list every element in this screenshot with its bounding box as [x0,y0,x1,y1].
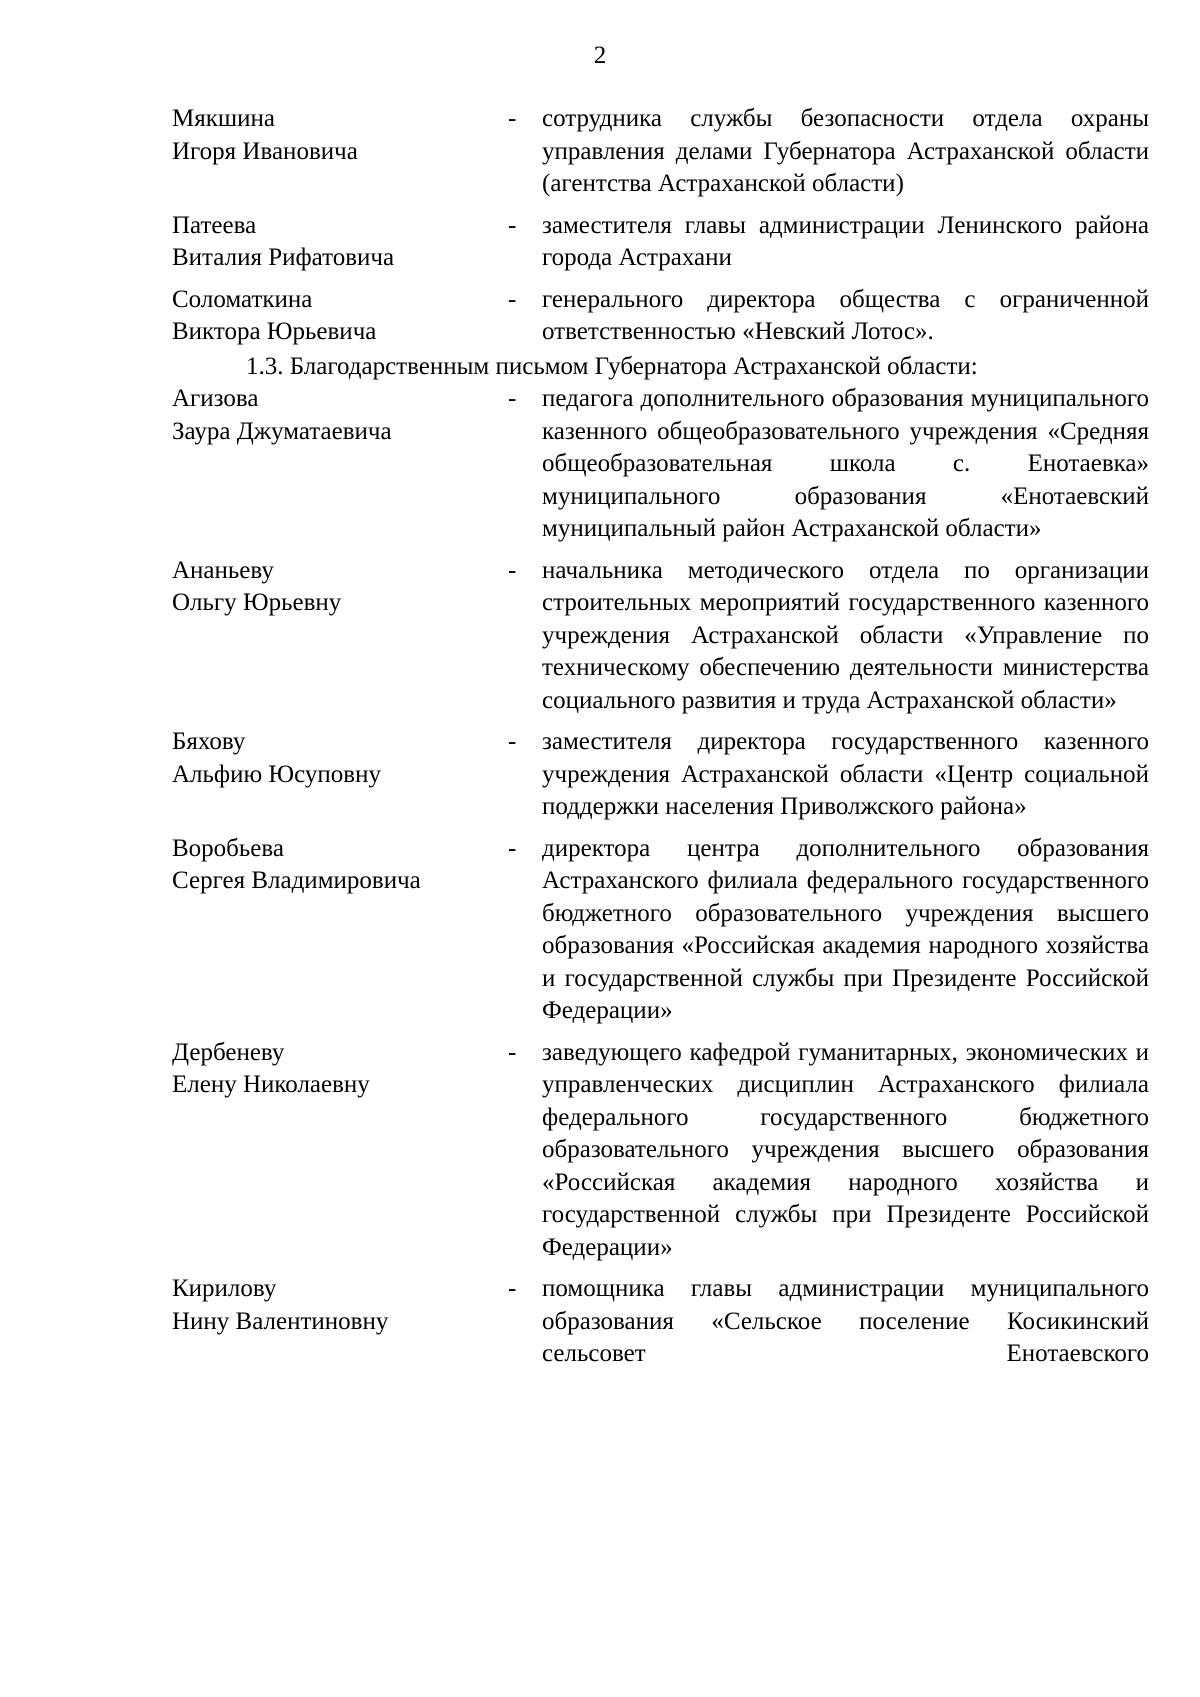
person-name [172,726,508,824]
award-entry [172,1273,1149,1371]
person-name [172,1273,508,1371]
surname: Мякшина [172,105,275,132]
given-names: Игоря Ивановича [172,137,358,165]
dash: - [508,1275,517,1302]
position-description: начальника методического отдела по организации строительных мероприятий государственного казенного учреждения Астраханской области «Управление по техническому обеспечению деятельности министерства социального развития и труда Астраханской области» [542,556,1149,714]
given-names: Нину Валентиновну [172,1307,389,1335]
award-entry [172,210,1149,275]
award-entry [172,103,1149,201]
dash: - [508,211,517,239]
given-names: Елену Николаевну [172,1071,370,1098]
position-description: директора центра дополнительного образования Астраханского филиала федерального государственного бюджетного образовательного учреждения высшего образования «Российская академия народного хозяйства и государственной службы при Президенте Российской Федерации» [542,834,1149,1024]
given-names: Ольгу Юрьевну [172,589,342,616]
surname: Кирилову [172,1275,277,1302]
award-entry [172,1037,1149,1265]
surname: Ананьеву [172,556,274,584]
given-names: Сергея Владимировича [172,867,421,894]
person-name [172,383,508,546]
person-name [172,1037,508,1265]
given-names: Виталия Рифатовича [172,244,395,271]
surname: Соломаткина [172,285,313,313]
document-body [172,103,1149,1380]
position-description: генерального директора общества с ограниченной ответственностью «Невский Лотос». [542,285,1149,345]
position-description: заведующего кафедрой гуманитарных, экономических и управленческих дисциплин Астраханского филиала федерального государственного бюджетного образовательного учреждения высшего образования «Российская академия народного хозяйства и государственной службы при Президенте Российской Федерации» [542,1038,1149,1261]
position-description: сотрудника службы безопасности отдела охраны управления делами Губернатора Астраханской области (агентства Астраханской области) [542,105,1149,197]
award-entry [172,383,1149,546]
dash: - [508,285,517,313]
dash: - [508,1038,517,1066]
dash: - [508,556,517,584]
award-entry [172,284,1149,349]
person-name [172,555,508,718]
award-entry [172,726,1149,824]
award-entry [172,833,1149,1028]
surname: Патеева [172,211,257,239]
award-entry [172,555,1149,718]
position-description: заместителя главы администрации Ленинского района города Астрахани [542,211,1149,271]
surname: Воробьева [172,834,284,862]
position-description: заместителя директора государственного казенного учреждения Астраханской области «Центр социальной поддержки населения Приволжского района» [542,728,1149,820]
given-names: Заура Джуматаевича [172,417,392,445]
section-heading: 1.3. Благодарственным письмом Губернатора Астраханской области: [246,352,978,380]
dash: - [508,105,517,132]
page-number: 2 [593,42,607,69]
given-names: Альфию Юсуповну [172,760,381,788]
position-description: педагога дополнительного образования муниципального казенного общеобразовательного учреждения «Средняя общеобразовательная школа с. Енотаевка» муниципального образования «Енотаевский муниципальный район Астраханской области» [542,385,1149,542]
position-description: помощника главы администрации муниципального образования «Сельское поселение Косикинский сельсовет Енотаевского [542,1275,1149,1367]
dash: - [508,834,517,862]
person-name [172,833,508,1028]
surname: Агизова [172,385,259,412]
person-name [172,284,508,349]
given-names: Виктора Юрьевича [172,318,377,345]
surname: Дербеневу [172,1038,285,1066]
dash: - [508,385,517,412]
surname: Бяхову [172,728,246,755]
person-name [172,210,508,275]
dash: - [508,728,517,755]
person-name [172,103,508,201]
